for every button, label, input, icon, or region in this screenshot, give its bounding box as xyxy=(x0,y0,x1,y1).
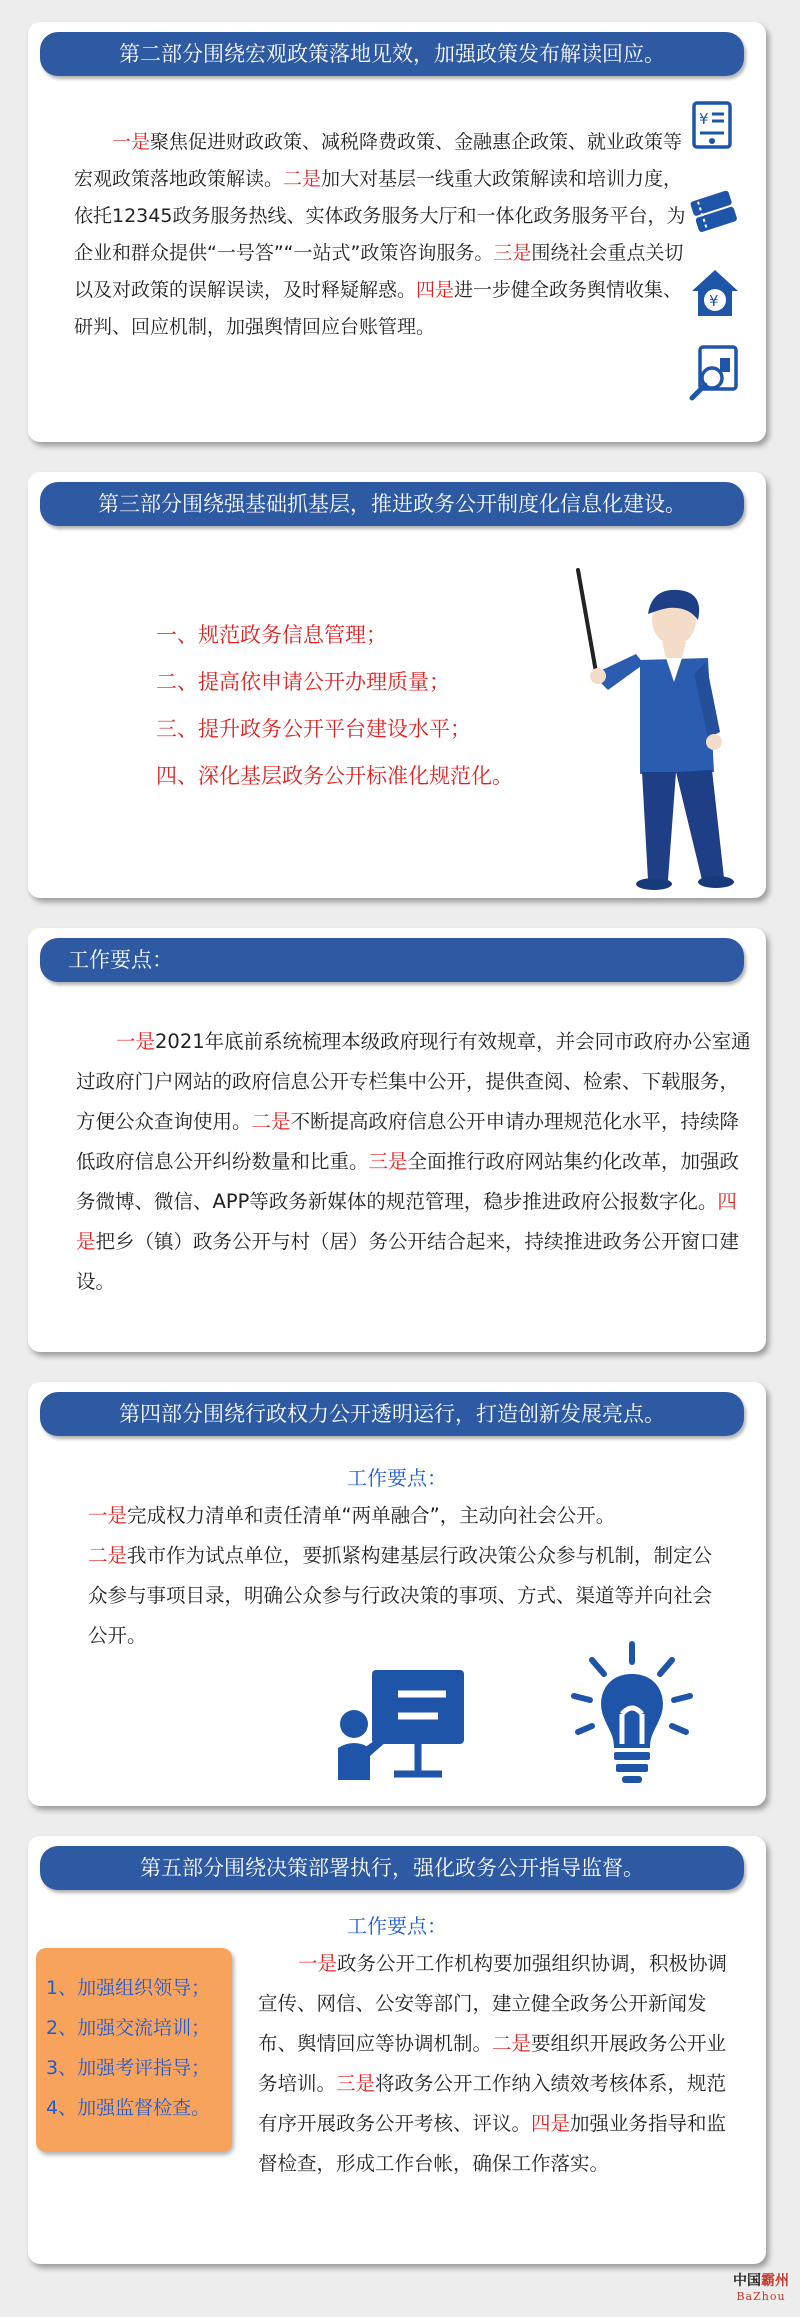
section2-p3: 围绕社会重点关切以及对政策的误解误读，及时释疑解惑。 xyxy=(74,242,684,301)
tickets-icon xyxy=(688,187,742,237)
mark-2: 二是 xyxy=(88,1544,128,1567)
section5-p3: 将政务公开工作纳入绩效考核体系，规范有序开展政务公开考核、评议。 xyxy=(258,2072,727,2135)
mark-2: 二是 xyxy=(283,168,322,190)
section4-card xyxy=(28,1382,766,1806)
section4-banner: 第四部分围绕行政权力公开透明运行，打造创新发展亮点。 xyxy=(40,1392,744,1436)
svg-text:¥: ¥ xyxy=(699,110,709,128)
mark-3: 三是 xyxy=(493,242,532,264)
watermark-bazhou: 霸州 xyxy=(761,2273,789,2289)
section5-p1: 政务公开工作机构要加强组织协调，积极协调宣传、网信、公安等部门，建立健全政务公开新闻发布、舆情回应等协调机制。 xyxy=(258,1952,728,2055)
points-p4: 把乡（镇）政务公开与村（居）务公开结合起来，持续推进政务公开窗口建设。 xyxy=(76,1230,740,1293)
mark-1: 一是 xyxy=(116,1030,156,1053)
list-item: 1、加强组织领导； xyxy=(46,1977,211,1999)
section4-p2: 我市作为试点单位，要抓紧构建基层行政决策公众参与机制，制定公众参与事项目录，明确公众参与行政决策的事项、方式、渠道等并向社会公开。 xyxy=(88,1544,713,1647)
points-p3: 全面推行政府网站集约化改革，加强政务微博、微信、APP等政务新媒体的规范管理，稳步推进政府公报数字化。 xyxy=(76,1150,740,1213)
section2-p1: 聚焦促进财政政策、减税降费政策、金融惠企政策、就业政策等宏观政策落地政策解读。 xyxy=(74,131,683,190)
list-item: 4、加强监督检查。 xyxy=(46,2097,211,2119)
mark-1: 一是 xyxy=(298,1952,338,1975)
section2-p4: 进一步健全政务舆情收集、研判、回应机制，加强舆情回应台账管理。 xyxy=(74,279,683,338)
mark-3: 三是 xyxy=(336,2072,376,2095)
section4-body xyxy=(88,1496,728,1656)
list-item: 三、提升政务公开平台建设水平； xyxy=(156,717,471,741)
section2-card xyxy=(28,22,766,442)
mark-2: 二是 xyxy=(492,2032,532,2055)
mark-4: 四是 xyxy=(416,279,455,301)
list-item: 3、加强考评指导； xyxy=(46,2057,211,2079)
section5-body xyxy=(258,1944,733,2184)
section2-banner: 第二部分围绕宏观政策落地见效，加强政策发布解读回应。 xyxy=(40,32,744,76)
section5-list xyxy=(46,1968,210,2128)
policy-document-icon xyxy=(688,100,738,152)
mark-3: 三是 xyxy=(368,1150,408,1173)
points-banner: 工作要点： xyxy=(40,938,744,982)
points-p2: 不断提高政府信息公开申请办理规范化水平，持续降低政府信息公开纠纷数量和比重。 xyxy=(76,1110,740,1173)
section5-subtitle: 工作要点： xyxy=(347,1914,447,1938)
presentation-board-icon xyxy=(334,1664,468,1782)
section4-p1: 完成权力清单和责任清单“两单融合”，主动向社会公开。 xyxy=(127,1504,616,1527)
points-body xyxy=(76,1022,752,1302)
svg-text:¥: ¥ xyxy=(709,292,719,310)
presenter-illustration xyxy=(548,562,758,892)
section5-orange-box xyxy=(36,1948,232,2152)
section2-p2: 加大对基层一线重大政策解读和培训力度，依托12345政务服务热线、实体政务服务大厅和一体化政务服务平台，为企业和群众提供“一号答”“一站式”政策咨询服务。 xyxy=(74,168,686,264)
list-item: 四、深化基层政务公开标准化规范化。 xyxy=(156,764,513,788)
search-policy-icon xyxy=(686,344,744,402)
list-item: 二、提高依申请公开办理质量； xyxy=(156,670,450,694)
mark-1: 一是 xyxy=(88,1504,128,1527)
section4-subtitle: 工作要点： xyxy=(347,1466,447,1490)
list-item: 一、规范政务信息管理； xyxy=(156,623,387,647)
mark-4: 四是 xyxy=(76,1190,737,1253)
bazhou-watermark xyxy=(730,2270,792,2303)
section3-banner: 第三部分围绕强基础抓基层，推进政务公开制度化信息化建设。 xyxy=(40,482,744,526)
section3-list xyxy=(156,612,616,800)
section5-card xyxy=(28,1836,766,2264)
section5-p4: 加强业务指导和监督检查，形成工作台帐，确保工作落实。 xyxy=(258,2112,727,2175)
section5-p2: 要组织开展政务公开业务培训。 xyxy=(258,2032,727,2095)
mark-1: 一是 xyxy=(112,131,151,153)
light-bulb-icon xyxy=(568,1640,696,1788)
points-card xyxy=(28,928,766,1352)
points-p1: 2021年底前系统梳理本级政府现行有效规章，并会同市政府办公室通过政府门户网站的政府信息公开专栏集中公开，提供查阅、检索、下载服务，方便公众查询使用。 xyxy=(76,1030,751,1133)
list-item: 2、加强交流培训； xyxy=(46,2017,211,2039)
section5-banner: 第五部分围绕决策部署执行，强化政务公开指导监督。 xyxy=(40,1846,744,1890)
mark-4: 四是 xyxy=(531,2112,571,2135)
watermark-china: 中国 xyxy=(733,2273,761,2289)
section3-card xyxy=(28,472,766,898)
mark-2: 二是 xyxy=(251,1110,291,1133)
watermark-pinyin: BaZhou xyxy=(736,2290,786,2303)
yuan-house-icon xyxy=(688,267,742,319)
section2-body xyxy=(74,124,694,346)
